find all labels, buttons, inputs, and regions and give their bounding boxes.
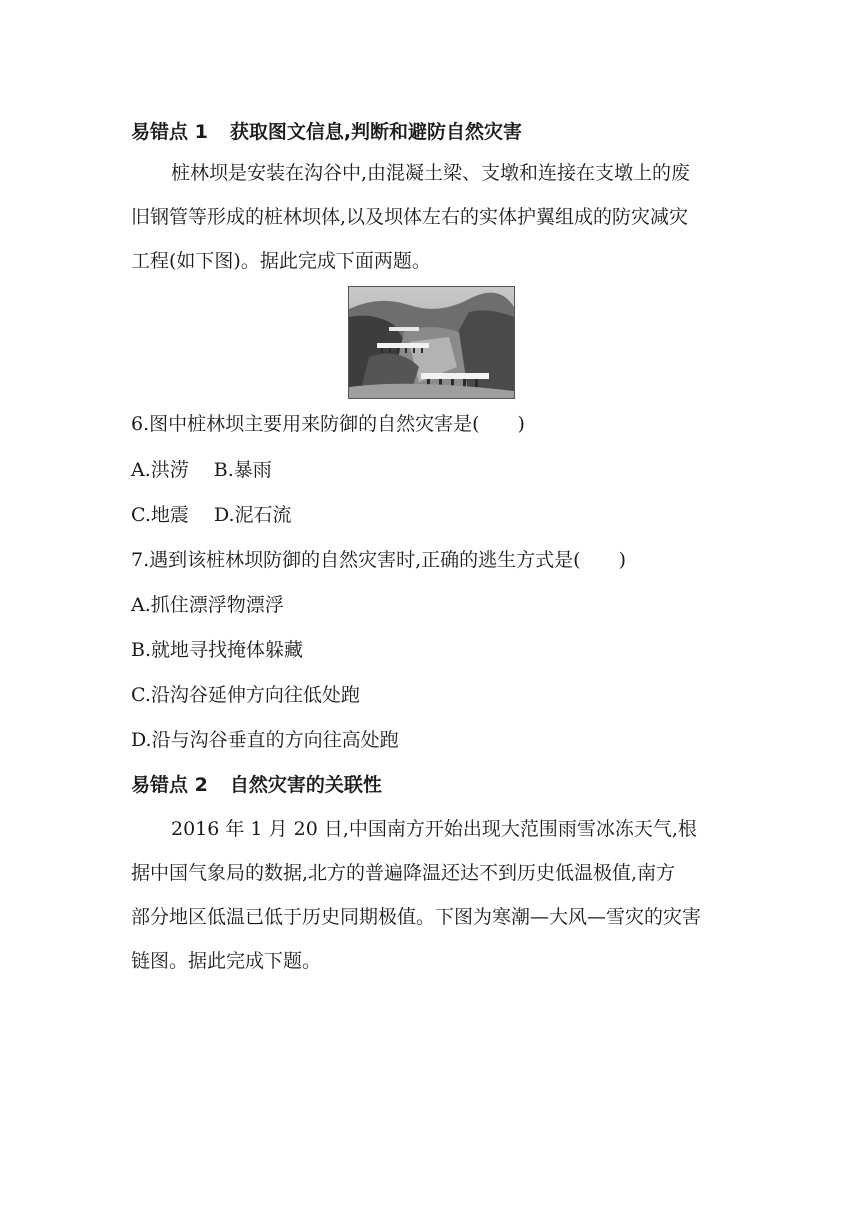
question-7-option-a: A.抓住漂浮物漂浮 (131, 594, 284, 616)
question-6-stem: 6.图中桩林坝主要用来防御的自然灾害是( ) (131, 413, 525, 435)
question-7-option-c: C.沿沟谷延伸方向往低处跑 (131, 684, 360, 706)
section2-heading (131, 770, 382, 797)
section1-title: 获取图文信息,判断和避防自然灾害 (229, 121, 523, 143)
section2-title: 自然灾害的关联性 (229, 774, 382, 796)
section2-intro-line-1: 2016 年 1 月 20 日,中国南方开始出现大范围雨雪冰冻天气,根 (171, 818, 697, 840)
question-7-option-b: B.就地寻找掩体躲藏 (131, 639, 304, 661)
section1-heading (131, 117, 522, 144)
question-7-stem: 7.遇到该桩林坝防御的自然灾害时,正确的逃生方式是( ) (131, 549, 626, 571)
section1-number: 易错点 1 (131, 121, 208, 143)
section2-intro-line-4: 链图。据此完成下题。 (131, 950, 322, 972)
section1-intro-line-3: 工程(如下图)。据此完成下面两题。 (131, 250, 431, 272)
section1-intro-line-1: 桩林坝是安装在沟谷中,由混凝土梁、支墩和连接在支墩上的废 (171, 162, 691, 184)
question-6-options-ab: A.洪涝 B.暴雨 (131, 459, 272, 481)
question-6-options-cd: C.地震 D.泥石流 (131, 504, 292, 526)
section2-intro-line-2: 据中国气象局的数据,北方的普遍降温还达不到历史低温极值,南方 (131, 862, 676, 884)
section1-intro-line-2: 旧钢管等形成的桩林坝体,以及坝体左右的实体护翼组成的防灾减灾 (131, 206, 689, 228)
section2-intro-line-3: 部分地区低温已低于历史同期极值。下图为寒潮—大风—雪灾的灾害 (131, 906, 702, 928)
pile-dam-photo (348, 286, 515, 399)
question-7-option-d: D.沿与沟谷垂直的方向往高处跑 (131, 729, 399, 751)
section2-number: 易错点 2 (131, 774, 208, 796)
